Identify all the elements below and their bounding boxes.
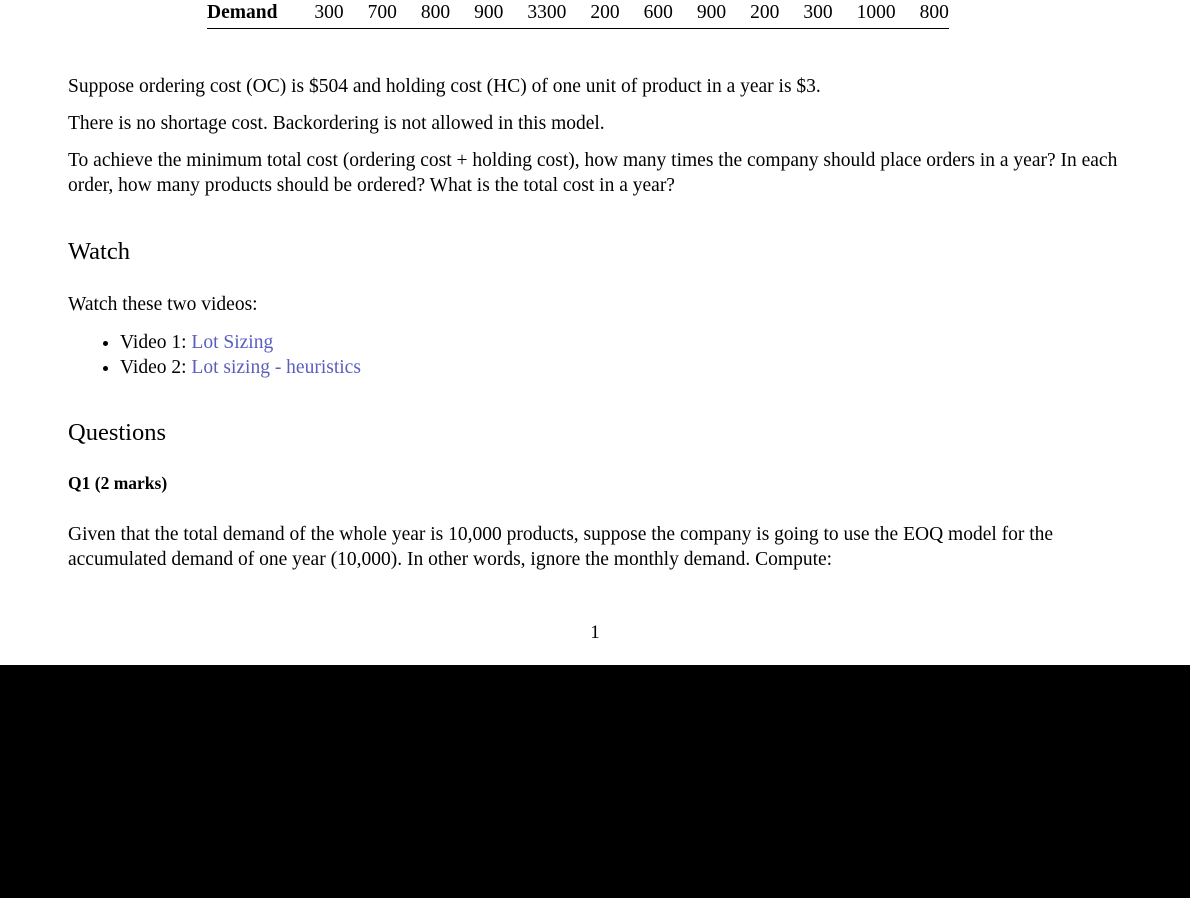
demand-label: Demand: [207, 0, 302, 29]
video-prefix: Video 1:: [120, 332, 192, 353]
video-link-lot-sizing-heuristics[interactable]: Lot sizing - heuristics: [191, 357, 361, 378]
demand-value: 600: [632, 0, 685, 29]
demand-value: 300: [791, 0, 844, 29]
demand-value: 800: [908, 0, 949, 29]
watch-text: Watch these two videos:: [68, 294, 258, 315]
video-prefix: Video 2:: [120, 357, 192, 378]
demand-value: 900: [462, 0, 515, 29]
intro-shortage-paragraph: There is no shortage cost. Backordering is not allowed in this model.: [68, 113, 605, 134]
page-number: 1: [590, 622, 600, 643]
video-link-lot-sizing[interactable]: Lot Sizing: [191, 332, 274, 353]
watch-heading: Watch: [68, 238, 130, 265]
demand-value: 1000: [845, 0, 908, 29]
q1-title: Q1 (2 marks): [68, 473, 168, 493]
video-list: [90, 330, 361, 380]
q1-text: Given that the total demand of the whole year is 10,000 products, suppose the company is going to use the EOQ model for the accumulated demand of one year (10,000). In other words, ignore the monthly demand. Compute:: [68, 524, 1054, 570]
demand-value: 200: [738, 0, 791, 29]
intro-costs-paragraph: Suppose ordering cost (OC) is $504 and holding cost (HC) of one unit of product in a year is $3.: [68, 76, 821, 97]
demand-row: [207, 0, 949, 29]
video-list-item: [120, 330, 361, 355]
demand-value: 200: [578, 0, 631, 29]
intro-question-paragraph: To achieve the minimum total cost (ordering cost + holding cost), how many times the company should place orders in a year? In each order, how many products should be ordered? What is the total cost in a year?: [68, 150, 1118, 196]
demand-table: [207, 0, 949, 29]
demand-value: 3300: [515, 0, 578, 29]
questions-heading: Questions: [68, 419, 166, 446]
video-list-item: [120, 355, 361, 380]
demand-value: 300: [302, 0, 355, 29]
demand-value: 800: [409, 0, 462, 29]
demand-value: 900: [685, 0, 738, 29]
demand-value: 700: [356, 0, 409, 29]
